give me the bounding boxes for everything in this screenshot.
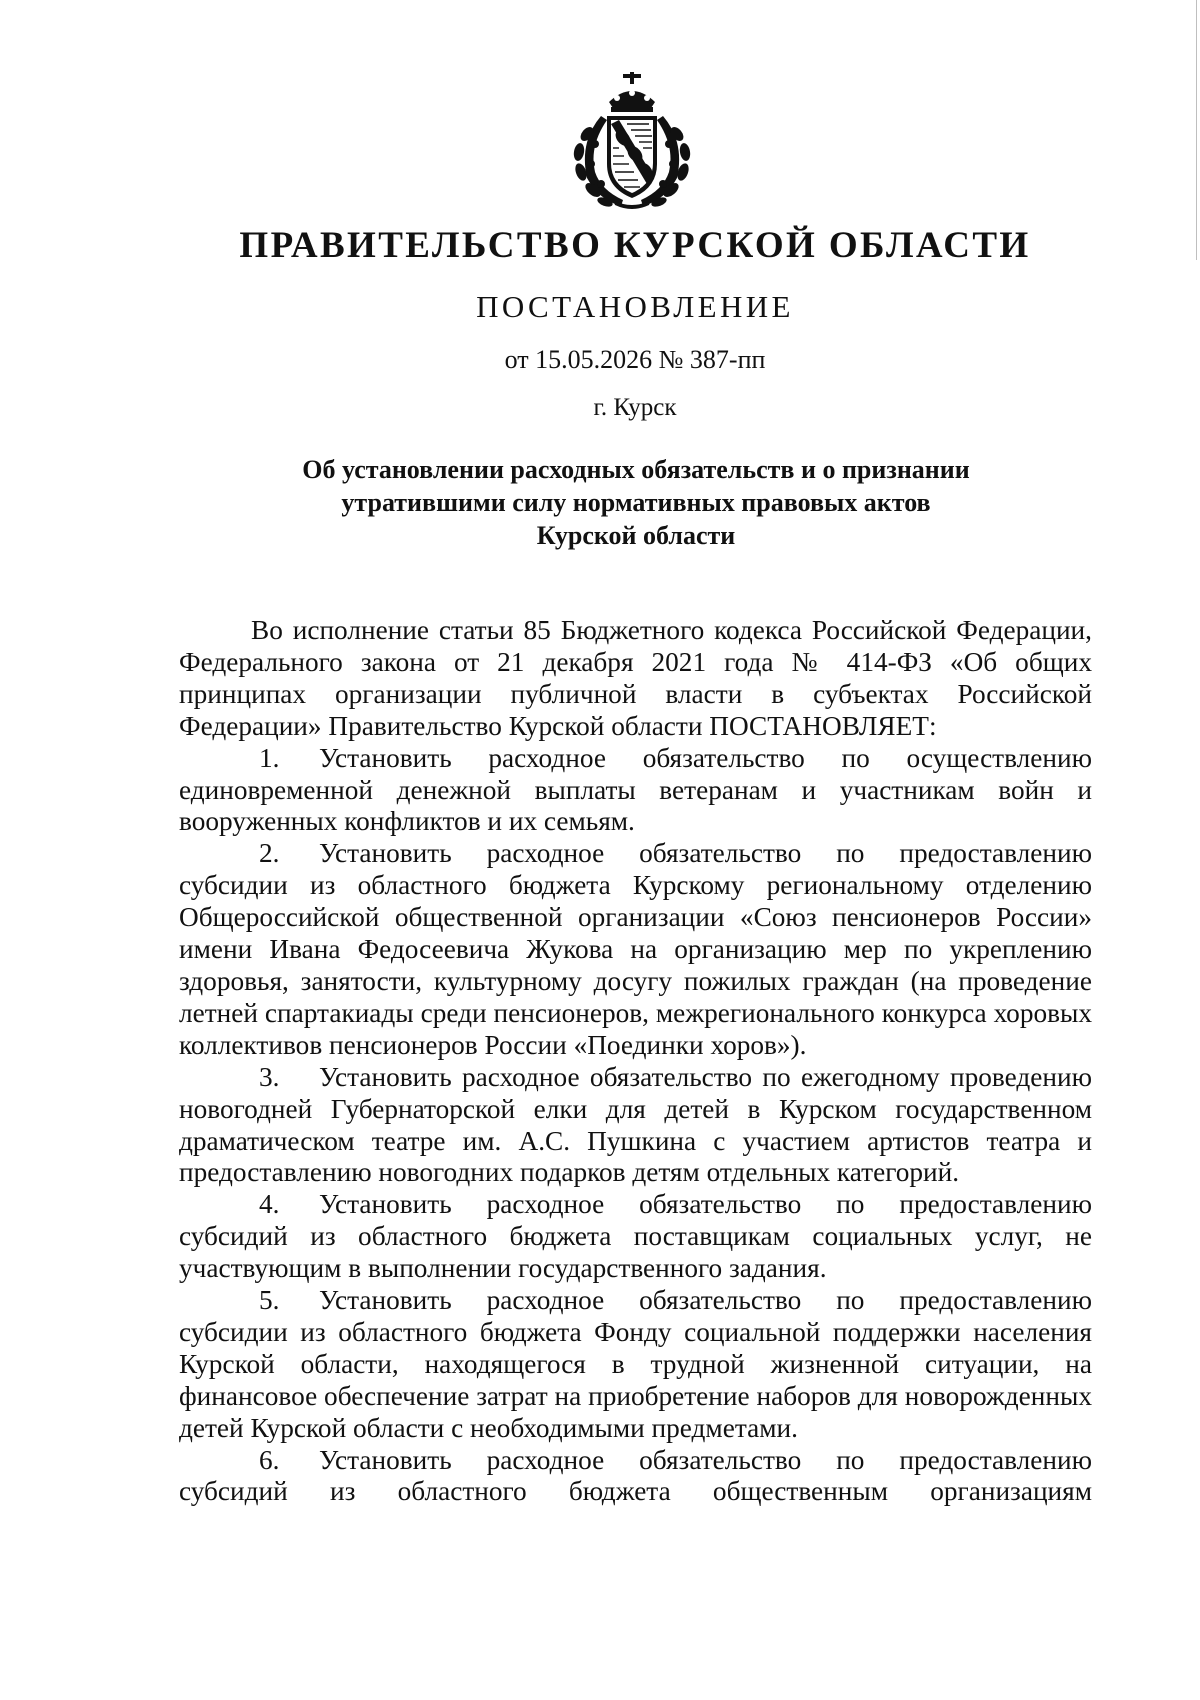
item-number: 1. [259, 742, 280, 773]
subject-line: Об установлении расходных обязательств и о признании [302, 455, 970, 484]
list-item [179, 1445, 1092, 1509]
item-text: Установить расходное обязательство по предоставлению субсидий из областного бюджета общественным организациям [179, 1444, 1092, 1507]
item-text: Установить расходное обязательство по предоставлению субсидии из областного бюджета Курскому региональному отделению Общероссийской общественной организации «Союз пенсионеров России» имени Ивана Федосеевича Жукова на организацию мер по укреплению здоровья, занятости, культурному досугу пожилых граждан (на проведение летней спартакиады среди пенсионеров, межрегионального конкурса хоровых коллективов пенсионеров России «Поединки хоров»). [179, 838, 1092, 1060]
document-city: г. Курск [593, 394, 677, 421]
item-number: 2. [259, 838, 280, 869]
item-number: 5. [259, 1285, 280, 1316]
list-item [179, 838, 1092, 1061]
government-title: ПРАВИТЕЛЬСТВО КУРСКОЙ ОБЛАСТИ [239, 225, 1031, 266]
item-text: Установить расходное обязательство по ежегодному проведению новогодней Губернаторской елки для детей в Курском государственном драматическом театре им. А.С. Пушкина с участием артистов театра и предоставлению новогодних подарков детям отдельных категорий. [179, 1061, 1092, 1188]
item-text: Установить расходное обязательство по осуществлению единовременной денежной выплаты ветеранам и участникам войн и вооруженных конфликтов и их семьям. [179, 742, 1092, 837]
document-body [179, 615, 1092, 1508]
document-subject [200, 453, 1072, 552]
kursk-coat-of-arms-icon [565, 72, 699, 210]
document-number: от 15.05.2026 № 387-пп [504, 345, 766, 374]
item-number: 4. [259, 1189, 280, 1220]
preamble-paragraph: Во исполнение статьи 85 Бюджетного кодекса Российской Федерации, Федерального закона от 21 декабря 2021 года № 414-ФЗ «Об общих принципах организации публичной власти в субъектах Российской Федерации» Правительство Курской области ПОСТАНОВЛЯЕТ: [179, 615, 1092, 741]
subject-line: утратившими силу нормативных правовых актов [341, 488, 931, 517]
item-number: 3. [259, 1061, 280, 1092]
item-number: 6. [259, 1444, 280, 1475]
list-item [179, 743, 1092, 839]
list-item [179, 1062, 1092, 1190]
subject-line: Курской области [536, 521, 736, 550]
item-text: Установить расходное обязательство по предоставлению субсидии из областного бюджета Фонду социальной поддержки населения Курской области, находящегося в трудной жизненной ситуации, на финансовое обеспечение затрат на приобретение наборов для новорожденных детей Курской области с необходимыми предметами. [179, 1285, 1092, 1443]
scan-edge-line [1196, 0, 1197, 260]
list-item [179, 1189, 1092, 1285]
item-text: Установить расходное обязательство по предоставлению субсидий из областного бюджета поставщикам социальных услуг, не участвующим в выполнении государственного задания. [179, 1189, 1092, 1284]
list-item [179, 1285, 1092, 1445]
document-type: ПОСТАНОВЛЕНИЕ [476, 289, 794, 324]
